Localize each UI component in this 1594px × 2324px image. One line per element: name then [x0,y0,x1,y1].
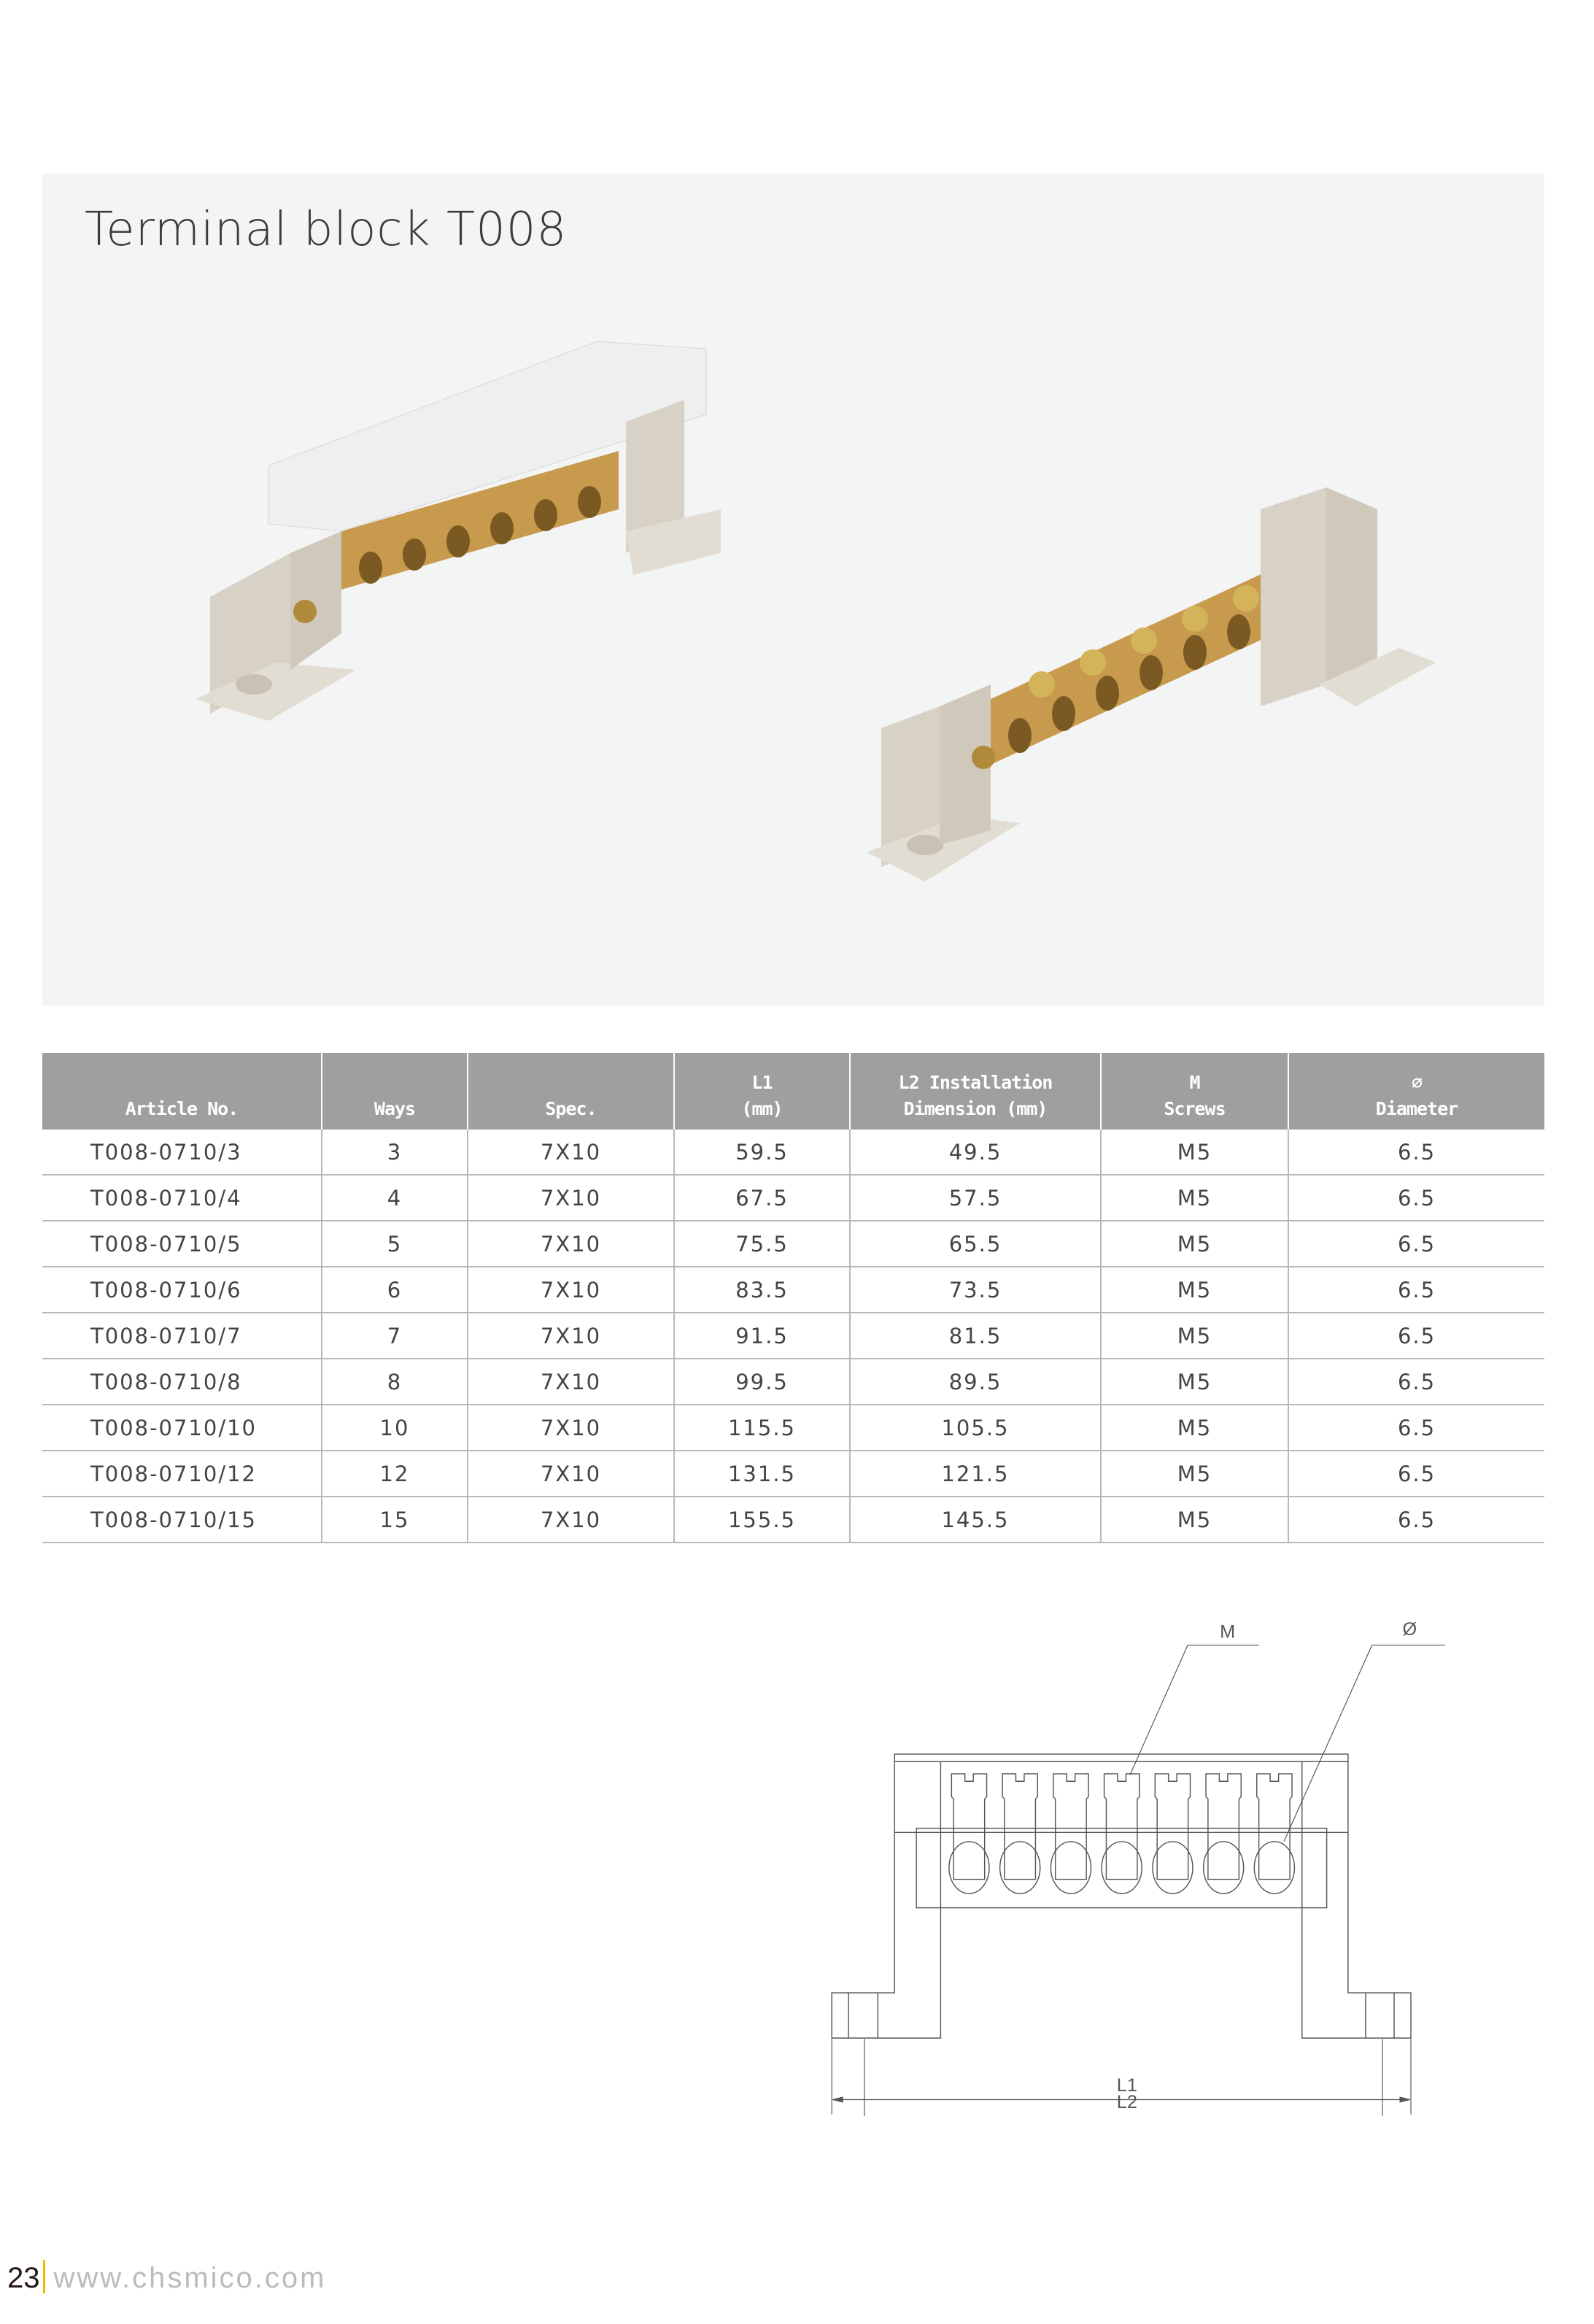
table-cell: M5 [1101,1451,1288,1497]
label-m: M [1220,1621,1236,1642]
screw-hole [1204,1842,1244,1893]
page-footer [7,2260,326,2295]
table-cell: M5 [1101,1497,1288,1543]
screw [1053,1774,1088,1880]
table-row [42,1451,1544,1497]
screw-hole [949,1842,989,1893]
table-cell: T008-0710/15 [42,1497,322,1543]
screw-hole [1000,1842,1040,1893]
table-row [42,1359,1544,1405]
table-cell: 6.5 [1288,1313,1544,1359]
table-cell: 83.5 [674,1267,850,1313]
table-row [42,1405,1544,1451]
column-header-line: (mm) [741,1098,783,1119]
table-cell: T008-0710/12 [42,1451,322,1497]
column-header-line: Diameter [1375,1098,1458,1119]
table-cell: M5 [1101,1221,1288,1267]
column-header-line: L1 [751,1072,773,1093]
column-header-line: Dimension (mm) [903,1098,1048,1119]
table-row [42,1313,1544,1359]
table-cell: 121.5 [850,1451,1101,1497]
table-cell: M5 [1101,1313,1288,1359]
screw-terminals [949,1774,1295,1893]
table-row [42,1221,1544,1267]
screw [951,1774,986,1880]
table-cell: 67.5 [674,1175,850,1221]
table-cell: 91.5 [674,1313,850,1359]
table-cell: 81.5 [850,1313,1101,1359]
column-header [468,1053,674,1130]
table-row [42,1175,1544,1221]
spec-table [42,1053,1544,1543]
table-cell: 49.5 [850,1130,1101,1175]
table-cell: 131.5 [674,1451,850,1497]
table-cell: T008-0710/7 [42,1313,322,1359]
column-header [1101,1053,1288,1130]
column-header-line: ∅ [1411,1072,1423,1093]
table-cell: 6.5 [1288,1359,1544,1405]
table-cell: M5 [1101,1130,1288,1175]
dimension-drawing [802,1591,1459,2116]
table-cell: 115.5 [674,1405,850,1451]
table-cell: 6.5 [1288,1175,1544,1221]
column-header-line: Article No. [125,1098,239,1119]
column-header [850,1053,1101,1130]
column-header-line: Ways [374,1098,416,1119]
table-cell: 99.5 [674,1359,850,1405]
column-header-line: Spec. [545,1098,597,1119]
table-cell: 7X10 [468,1130,674,1175]
table-cell: M5 [1101,1267,1288,1313]
table-cell: T008-0710/8 [42,1359,322,1405]
screw-hole [1254,1842,1294,1893]
table-cell: 59.5 [674,1130,850,1175]
table-cell: 7 [322,1313,468,1359]
table-cell: 105.5 [850,1405,1101,1451]
table-cell: 7X10 [468,1221,674,1267]
screw [1155,1774,1190,1880]
table-cell: 7X10 [468,1175,674,1221]
website-link[interactable]: www.chsmico.com [53,2262,327,2294]
table-cell: 57.5 [850,1175,1101,1221]
table-cell: T008-0710/10 [42,1405,322,1451]
column-header [322,1053,468,1130]
screw [1002,1774,1037,1880]
table-cell: M5 [1101,1405,1288,1451]
screw-hole [1153,1842,1193,1893]
screw [1206,1774,1241,1880]
table-cell: T008-0710/3 [42,1130,322,1175]
screw-hole [1102,1842,1142,1893]
table-cell: 6.5 [1288,1497,1544,1543]
table-header-row [42,1053,1544,1130]
table-cell: 7X10 [468,1313,674,1359]
table-cell: 3 [322,1130,468,1175]
table-cell: 4 [322,1175,468,1221]
label-diameter: Ø [1402,1618,1417,1640]
table-row [42,1130,1544,1175]
column-header-line: L2 Installation [898,1072,1053,1093]
table-cell: 73.5 [850,1267,1101,1313]
page-title: Terminal block T008 [85,203,568,257]
product-photo-open [823,407,1465,933]
table-cell: 89.5 [850,1359,1101,1405]
table-cell: T008-0710/5 [42,1221,322,1267]
table-cell: 10 [322,1405,468,1451]
column-header-line: Screws [1164,1098,1226,1119]
table-cell: 7X10 [468,1497,674,1543]
table-cell: M5 [1101,1175,1288,1221]
table-row [42,1497,1544,1543]
table-cell: 7X10 [468,1359,674,1405]
page-number: 23 [7,2262,40,2294]
product-photo-covered [166,290,837,772]
product-image-panel [42,174,1544,1005]
dimension-lines [832,1645,1445,2116]
table-cell: 6.5 [1288,1267,1544,1313]
table-cell: 75.5 [674,1221,850,1267]
screw-hole [1051,1842,1091,1893]
table-cell: T008-0710/6 [42,1267,322,1313]
table-cell: 6.5 [1288,1221,1544,1267]
table-cell: 12 [322,1451,468,1497]
table-cell: 7X10 [468,1451,674,1497]
table-cell: 6.5 [1288,1405,1544,1451]
table-cell: 6.5 [1288,1451,1544,1497]
column-header [1288,1053,1544,1130]
screw [1257,1774,1292,1880]
column-header [42,1053,322,1130]
table-cell: 8 [322,1359,468,1405]
table-cell: 7X10 [468,1405,674,1451]
table-cell: M5 [1101,1359,1288,1405]
label-l2: L2 [1116,2091,1137,2112]
table-cell: 145.5 [850,1497,1101,1543]
table-cell: 65.5 [850,1221,1101,1267]
column-header [674,1053,850,1130]
table-cell: 5 [322,1221,468,1267]
table-cell: 6 [322,1267,468,1313]
drawing-body [832,1754,1411,2038]
table-cell: 155.5 [674,1497,850,1543]
table-cell: 6.5 [1288,1130,1544,1175]
screw [1104,1774,1140,1880]
table-cell: T008-0710/4 [42,1175,322,1221]
footer-divider [43,2260,45,2293]
table-cell: 15 [322,1497,468,1543]
label-l1: L1 [1116,2075,1137,2096]
table-cell: 7X10 [468,1267,674,1313]
column-header-line: M [1189,1072,1200,1093]
table-row [42,1267,1544,1313]
